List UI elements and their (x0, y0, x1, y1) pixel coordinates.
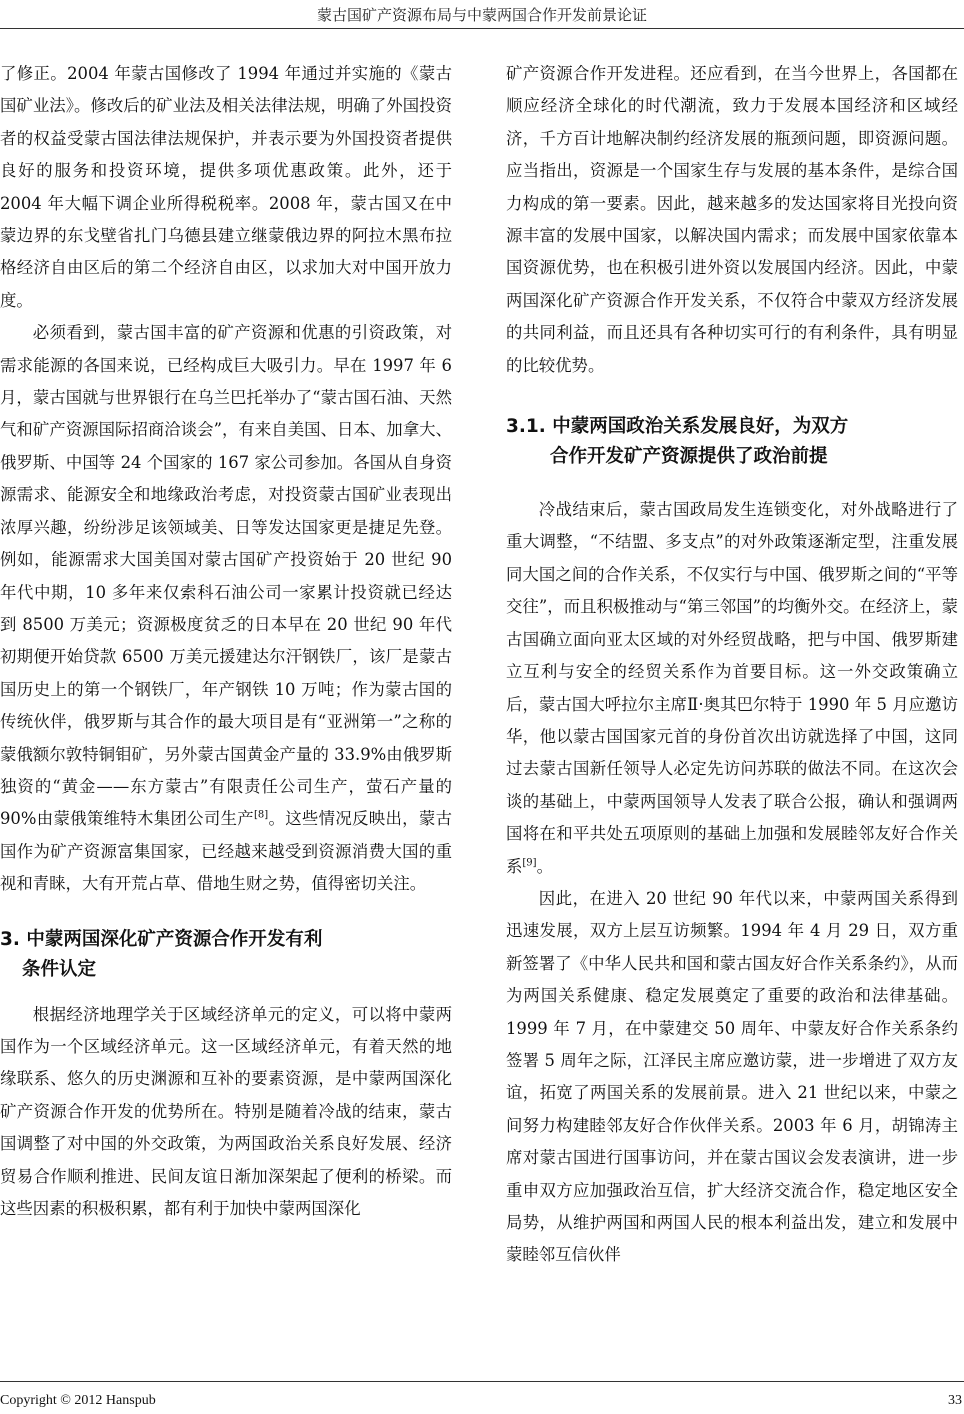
copyright-notice: Copyright © 2012 Hanspub (0, 1393, 156, 1408)
paragraph (0, 317, 452, 900)
section-heading (0, 925, 452, 985)
section-heading-line: 条件认定 (22, 958, 97, 980)
paragraph-text: 冷战结束后，蒙古国政局发生连锁变化，对外战略进行了重大调整，“不结盟、多支点”的对外政策逐渐定型，注重发展同大国之间的合作关系，不仅实行与中国、俄罗斯之间的“平等交往”，而且积极推动与“第三邻国”的均衡外交。在经济上，蒙古国确立面向亚太区域的对外经贸战略，把与中国、俄罗斯建立互利与安全的经贸关系作为首要目标。这一外交政策确立后，蒙古国大呼拉尔主席Ⅱ·奥其巴尔特于 1990 年 5 月应邀访华，他以蒙古国国家元首的身份首次出访就选择了中国，这同过去蒙古国新任领导人必定先访问苏联的做法不同。在这次会谈的基础上，中蒙两国领导人发表了联合公报，确认和强调两国将在和平共处五项原则的基础上加强和发展睦邻友好合作关系 (506, 500, 958, 876)
paragraph: 根据经济地理学关于区域经济单元的定义，可以将中蒙两国作为一个区域经济单元。这一区域经济单元，有着天然的地缘联系、悠久的历史渊源和互补的要素资源，是中蒙两国深化矿产资源合作开发的优势所在。特别是随着冷战的结束，蒙古国调整了对中国的外交政策，为两国政治关系良好发展、经济贸易合作顺利推进、民间友谊日渐加深架起了便利的桥梁。而这些因素的积极积累，都有利于加快中蒙两国深化 (0, 1004, 452, 1218)
citation-ref[interactable]: [9] (522, 857, 537, 869)
header-rule (0, 28, 964, 29)
page-number: 33 (948, 1393, 962, 1408)
running-header: 蒙古国矿产资源布局与中蒙两国合作开发前景论证 (316, 6, 647, 24)
paragraph: 矿产资源合作开发进程。还应看到，在当今世界上，各国都在顺应经济全球化的时代潮流，致力于发展本国经济和区域经济，千方百计地解决制约经济发展的瓶颈问题，即资源问题。应当指出，资源是一个国家生存与发展的基本条件，是综合国力构成的第一要素。因此，越来越多的发达国家将目光投向资源丰富的发展中国家，以解决国内需求；而发展中国家依靠本国资源优势，也在积极引进外资以发展国内经济。因此，中蒙两国深化矿产资源合作开发关系，不仅符合中蒙双方经济发展的共同利益，而且还具有各种切实可行的有利条件，具有明显的比较优势。 (506, 64, 958, 375)
footer-rule (0, 1381, 964, 1382)
left-column (0, 58, 452, 1225)
paragraph (506, 494, 958, 883)
paragraph: 因此，在进入 20 世纪 90 年代以来，中蒙两国关系得到迅速发展，双方上层互访频繁。1994 年 4 月 29 日，双方重新签署了《中华人民共和国和蒙古国友好合作关系条约》，从而为两国关系健康、稳定发展奠定了重要的政治和法律基础。1999 年 7 月，在中蒙建交 50 周年、中蒙友好合作关系条约签署 5 周年之际，江泽民主席应邀访蒙，进一步增进了双方友谊，拓宽了两国关系的发展前景。进入 21 世纪以来，中蒙之间努力构建睦邻友好合作伙伴关系。2003 年 6 月，胡锦涛主席对蒙古国进行国事访问，并在蒙古国议会发表演讲，进一步重申双方应加强政治互信，扩大经济交流合作，稳定地区安全局势，从维护两国和两国人民的根本利益出发，建立和发展中蒙睦邻互信伙伴 (506, 888, 958, 1265)
subsection-heading-line: 3.1. 中蒙两国政治关系发展良好，为双方 (506, 416, 849, 438)
paragraph-text: 必须看到，蒙古国丰富的矿产资源和优惠的引资政策，对需求能源的各国来说，已经构成巨大吸引力。早在 1997 年 6 月，蒙古国就与世界银行在乌兰巴托举办了“蒙古国石油、天然气和矿产资源国际招商洽谈会”，有来自美国、日本、加拿大、俄罗斯、中国等 24 个国家的 167 家公司参加。各国从自身资源需求、能源安全和地缘政治考虑，对投资蒙古国矿业表现出浓厚兴趣，纷纷涉足该领域美、日等发达国家更是捷足先登。例如，能源需求大国美国对蒙古国矿产投资始于 20 世纪 90 年代中期，10 多年来仅索科石油公司一家累计投资就已经达到 8500 万美元；资源极度贫乏的日本早在 20 世纪 90 年代初期便开始贷款 6500 万美元援建达尔汗钢铁厂，该厂是蒙古国历史上的第一个钢铁厂，年产钢铁 10 万吨；作为蒙古国的传统伙伴，俄罗斯与其合作的最大项目是有“亚洲第一”之称的蒙俄额尔敦特铜钼矿，另外蒙古国黄金产量的 33.9%由俄罗斯独资的“黄金——东方蒙古”有限责任公司生产，萤石产量的 90%由蒙俄策维特木集团公司生产 (0, 323, 452, 829)
paragraph-text: 。这些情况反映出，蒙古国作为矿产资源富集国家，已经越来越受到资源消费大国的重视和青睐，大有开荒占草、借地生财之势，值得密切关注。 (0, 809, 452, 894)
paragraph: 了修正。2004 年蒙古国修改了 1994 年通过并实施的《蒙古国矿业法》。修改后的矿业法及相关法律法规，明确了外国投资者的权益受蒙古国法律法规保护，并表示要为外国投资者提供良好的服务和投资环境，提供多项优惠政策。此外，还于 2004 年大幅下调企业所得税税率。2008 年，蒙古国又在中蒙边界的东戈壁省扎门乌德县建立继蒙俄边界的阿拉木黑布拉格经济自由区后的第二个经济自由区，以求加大对中国开放力度。 (0, 64, 452, 310)
subsection-heading-line: 合作开发矿产资源提供了政治前提 (550, 446, 828, 468)
right-column (506, 58, 958, 1272)
subsection-heading (506, 412, 958, 472)
paragraph-text: 。 (536, 856, 553, 876)
citation-ref[interactable]: [8] (254, 809, 269, 821)
section-heading-line: 3. 中蒙两国深化矿产资源合作开发有利 (0, 928, 323, 950)
